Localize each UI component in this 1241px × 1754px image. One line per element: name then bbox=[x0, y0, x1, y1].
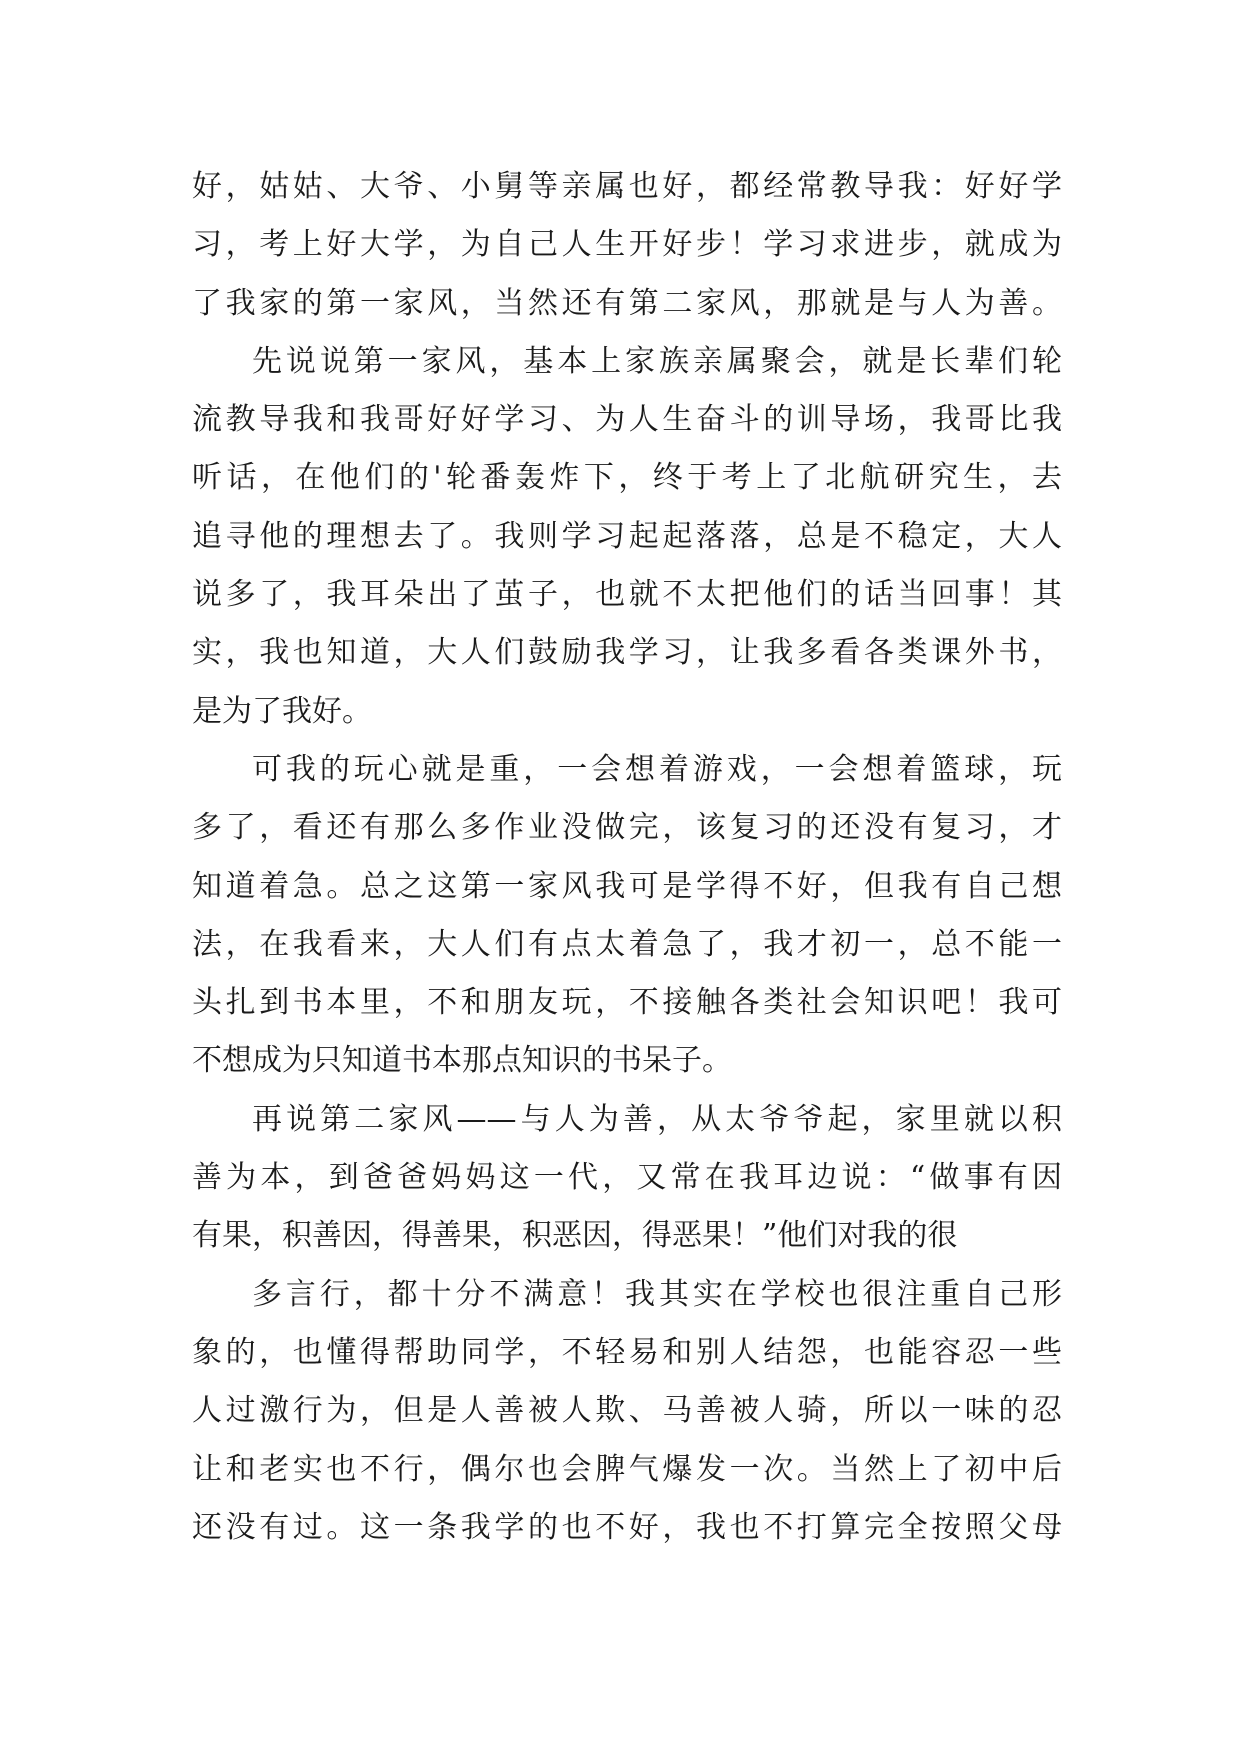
text-line: 多了，看还有那么多作业没做完，该复习的还没有复习，才 bbox=[192, 810, 1062, 846]
text-line: 知道着急。总之这第一家风我可是学得不好，但我有自己想 bbox=[192, 868, 1062, 904]
text-line: 有果，积善因，得善果，积恶因，得恶果！”他们对我的很 bbox=[192, 1218, 958, 1254]
text-line: 可我的玩心就是重，一会想着游戏，一会想着篮球，玩 bbox=[252, 751, 1062, 787]
text-line: 了我家的第一家风，当然还有第二家风，那就是与人为善。 bbox=[192, 285, 1062, 321]
text-line: 追寻他的理想去了。我则学习起起落落，总是不稳定，大人 bbox=[192, 518, 1062, 554]
text-line: 法，在我看来，大人们有点太着急了，我才初一，总不能一 bbox=[192, 926, 1062, 962]
text-line: 让和老实也不行，偶尔也会脾气爆发一次。当然上了初中后 bbox=[192, 1451, 1062, 1487]
text-line: 不想成为只知道书本那点知识的书呆子。 bbox=[192, 1043, 732, 1079]
text-line: 象的，也懂得帮助同学，不轻易和别人结怨，也能容忍一些 bbox=[192, 1334, 1062, 1370]
text-line: 听话，在他们的'轮番轰炸下，终于考上了北航研究生，去 bbox=[192, 460, 1062, 496]
text-line: 好，姑姑、大爷、小舅等亲属也好，都经常教导我：好好学 bbox=[192, 169, 1062, 204]
text-line: 习，考上好大学，为自己人生开好步！学习求进步，就成为 bbox=[192, 227, 1062, 263]
text-line: 实，我也知道，大人们鼓励我学习，让我多看各类课外书， bbox=[192, 635, 1062, 671]
text-line: 再说第二家风——与人为善，从太爷爷起，家里就以积 bbox=[252, 1101, 1062, 1137]
document-body bbox=[192, 158, 1062, 1557]
text-line: 先说说第一家风，基本上家族亲属聚会，就是长辈们轮 bbox=[252, 343, 1062, 379]
text-line: 善为本，到爸爸妈妈这一代，又常在我耳边说：“做事有因 bbox=[192, 1160, 1062, 1196]
text-line: 人过激行为，但是人善被人欺、马善被人骑，所以一味的忍 bbox=[192, 1393, 1062, 1429]
text-line: 多言行，都十分不满意！我其实在学校也很注重自己形 bbox=[252, 1276, 1062, 1312]
text-line: 说多了，我耳朵出了茧子，也就不太把他们的话当回事！其 bbox=[192, 577, 1062, 613]
text-line: 流教导我和我哥好好学习、为人生奋斗的训导场，我哥比我 bbox=[192, 402, 1062, 438]
text-line: 还没有过。这一条我学的也不好，我也不打算完全按照父母 bbox=[192, 1509, 1062, 1545]
text-line: 头扎到书本里，不和朋友玩，不接触各类社会知识吧！我可 bbox=[192, 985, 1062, 1021]
text-line: 是为了我好。 bbox=[192, 693, 372, 729]
